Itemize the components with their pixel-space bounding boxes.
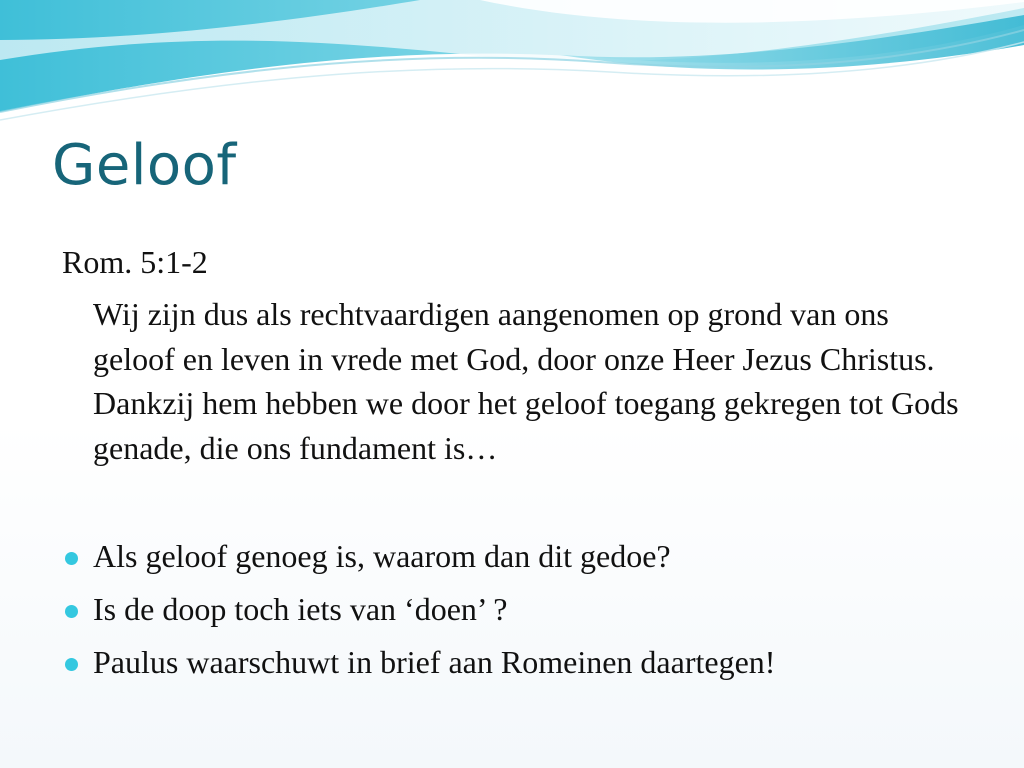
bullet-text: Is de doop toch iets van ‘doen’ ? — [93, 591, 508, 627]
bible-quote: Wij zijn dus als rechtvaardigen aangenomen op grond van ons geloof en leven in vrede met God, door onze Heer Jezus Christus. Dankzij hem hebben we door het geloof toegang gekregen tot Gods genade, die ons fundament is… — [93, 296, 959, 466]
bullet-icon — [65, 605, 78, 618]
bible-reference: Rom. 5:1-2 — [62, 244, 208, 280]
bullet-text: Als geloof genoeg is, waarom dan dit gedoe? — [93, 538, 671, 574]
bullet-item — [62, 583, 982, 636]
bullet-icon — [65, 658, 78, 671]
bullet-icon — [65, 552, 78, 565]
slide-body — [62, 240, 982, 689]
bullet-list — [62, 530, 982, 689]
header-wave-decoration — [0, 0, 1024, 130]
bullet-text: Paulus waarschuwt in brief aan Romeinen daartegen! — [93, 644, 776, 680]
bullet-item — [62, 636, 982, 689]
slide-title: Geloof — [52, 133, 237, 198]
bullet-item — [62, 530, 982, 583]
